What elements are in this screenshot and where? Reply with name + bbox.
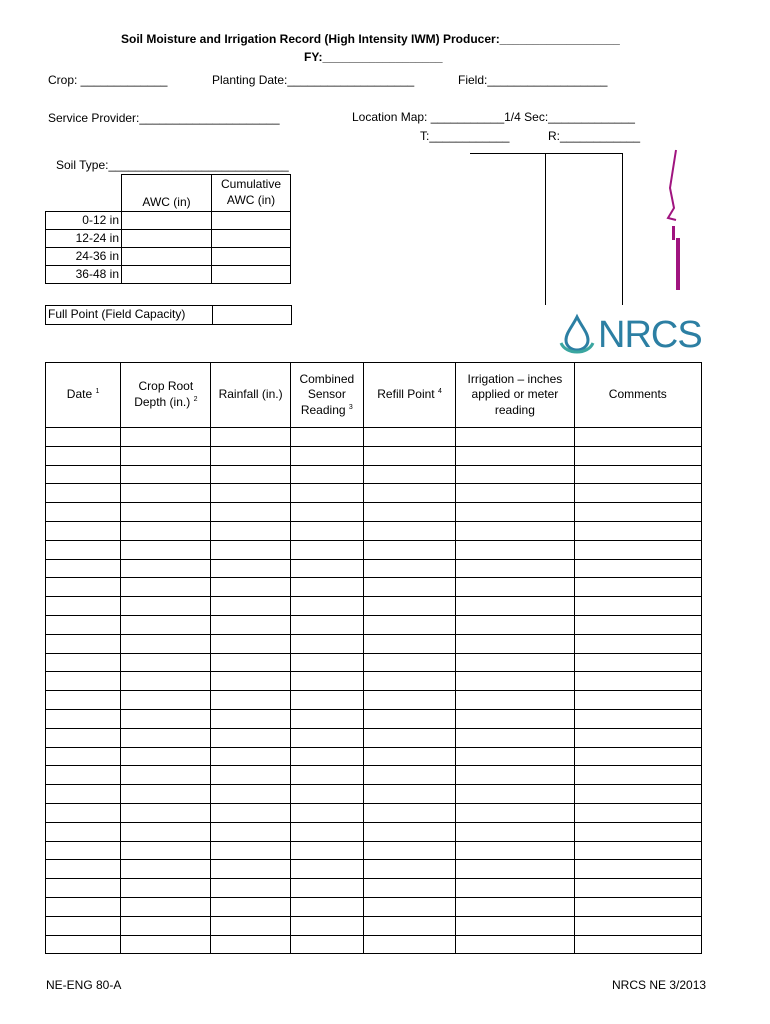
date-cell[interactable] [46, 709, 121, 728]
full-point-label: Full Point (Field Capacity) [46, 306, 213, 325]
refill-header [363, 363, 455, 428]
comments-cell[interactable] [574, 465, 701, 484]
sensor-label-3: Reading [300, 402, 346, 417]
table-row [46, 634, 702, 653]
full-point-cell[interactable] [213, 306, 292, 325]
date-cell[interactable] [46, 521, 121, 540]
crop-root-label: Crop Root [138, 379, 194, 394]
date-cell[interactable] [46, 484, 121, 503]
irrigation-cell[interactable] [456, 559, 574, 578]
sensor-cell[interactable] [290, 559, 363, 578]
crop-root-cell[interactable] [121, 691, 211, 710]
rainfall-cell[interactable] [211, 728, 290, 747]
crop-root-cell[interactable] [121, 540, 211, 559]
revision-date: NRCS NE 3/2013 [612, 978, 707, 992]
rainfall-cell[interactable] [211, 428, 290, 447]
awc-cell[interactable] [122, 212, 212, 230]
service-provider-field[interactable]: Service Provider:_____________________ [48, 111, 280, 125]
rainfall-cell[interactable] [211, 578, 290, 597]
irrigation-cell[interactable] [456, 860, 574, 879]
cumulative-awc-cell[interactable] [212, 212, 291, 230]
table-row [46, 672, 702, 691]
cumulative-awc-cell[interactable] [212, 266, 291, 284]
table-row [46, 446, 702, 465]
crop-root-cell[interactable] [121, 860, 211, 879]
refill-cell[interactable] [363, 615, 455, 634]
refill-cell[interactable] [363, 709, 455, 728]
table-row [46, 897, 702, 916]
crop-root-cell[interactable] [121, 822, 211, 841]
fy-field[interactable]: FY:__________________ [304, 50, 443, 64]
rainfall-cell[interactable] [211, 465, 290, 484]
comments-cell[interactable] [574, 615, 701, 634]
table-row [46, 503, 702, 522]
rainfall-cell[interactable] [211, 766, 290, 785]
irrigation-cell[interactable] [456, 747, 574, 766]
comments-cell[interactable] [574, 916, 701, 935]
irrigation-cell[interactable] [456, 785, 574, 804]
sensor-cell[interactable] [290, 860, 363, 879]
refill-cell[interactable] [363, 503, 455, 522]
crop-root-cell[interactable] [121, 578, 211, 597]
sensor-cell[interactable] [290, 634, 363, 653]
date-cell[interactable] [46, 766, 121, 785]
comments-cell[interactable] [574, 747, 701, 766]
crop-root-cell[interactable] [121, 916, 211, 935]
comments-cell[interactable] [574, 484, 701, 503]
comments-cell[interactable] [574, 597, 701, 616]
comments-cell[interactable] [574, 785, 701, 804]
date-cell[interactable] [46, 428, 121, 447]
comments-cell[interactable] [574, 897, 701, 916]
irrigation-cell[interactable] [456, 935, 574, 954]
sensor-cell[interactable] [290, 822, 363, 841]
sensor-label-2: Sensor [307, 387, 346, 402]
date-cell[interactable] [46, 465, 121, 484]
crop-root-cell[interactable] [121, 766, 211, 785]
date-cell[interactable] [46, 897, 121, 916]
sensor-cell[interactable] [290, 841, 363, 860]
sensor-label-1: Combined [299, 371, 355, 386]
irrigation-cell[interactable] [456, 916, 574, 935]
table-row [46, 559, 702, 578]
refill-cell[interactable] [363, 860, 455, 879]
crop-root-cell[interactable] [121, 428, 211, 447]
comments-cell[interactable] [574, 860, 701, 879]
rainfall-cell[interactable] [211, 897, 290, 916]
refill-cell[interactable] [363, 484, 455, 503]
crop-root-cell[interactable] [121, 672, 211, 691]
date-header-label: Date [66, 387, 93, 402]
nrcs-logo-text: NRCS [598, 314, 702, 356]
cumulative-awc-cell[interactable] [212, 230, 291, 248]
irrigation-label-1: Irrigation – inches [467, 371, 563, 386]
date-cell[interactable] [46, 653, 121, 672]
comments-cell[interactable] [574, 672, 701, 691]
crop-root-cell[interactable] [121, 841, 211, 860]
rainfall-cell[interactable] [211, 503, 290, 522]
sensor-cell[interactable] [290, 578, 363, 597]
table-row [46, 916, 702, 935]
rainfall-cell[interactable] [211, 521, 290, 540]
crop-root-cell[interactable] [121, 446, 211, 465]
crop-root-cell[interactable] [121, 484, 211, 503]
rainfall-cell[interactable] [211, 446, 290, 465]
awc-row [46, 248, 291, 266]
rainfall-cell[interactable] [211, 484, 290, 503]
table-row [46, 578, 702, 597]
magenta-marks [662, 148, 684, 293]
irrigation-cell[interactable] [456, 709, 574, 728]
crop-root-cell[interactable] [121, 785, 211, 804]
date-cell[interactable] [46, 540, 121, 559]
table-row [46, 540, 702, 559]
refill-cell[interactable] [363, 465, 455, 484]
date-cell[interactable] [46, 559, 121, 578]
date-cell[interactable] [46, 916, 121, 935]
sensor-header [290, 363, 363, 428]
sensor-cell[interactable] [290, 747, 363, 766]
rainfall-cell[interactable] [211, 822, 290, 841]
form-number: NE-ENG 80-A [46, 978, 122, 992]
comments-cell[interactable] [574, 822, 701, 841]
irrigation-cell[interactable] [456, 728, 574, 747]
awc-row [46, 212, 291, 230]
refill-cell[interactable] [363, 672, 455, 691]
irrigation-cell[interactable] [456, 803, 574, 822]
crop-root-cell[interactable] [121, 803, 211, 822]
date-cell[interactable] [46, 935, 121, 954]
date-cell[interactable] [46, 803, 121, 822]
irrigation-cell[interactable] [456, 615, 574, 634]
rainfall-cell[interactable] [211, 879, 290, 898]
crop-root-cell[interactable] [121, 521, 211, 540]
table-row [46, 860, 702, 879]
cumulative-label: Cumulative [220, 177, 282, 192]
date-cell[interactable] [46, 822, 121, 841]
crop-root-depth-label: Depth (in.) [134, 395, 191, 409]
refill-cell[interactable] [363, 653, 455, 672]
form-title: Soil Moisture and Irrigation Record (High Intensity IWM) Producer:__________________ [121, 32, 620, 46]
irrigation-label-3: reading [494, 402, 535, 417]
comments-cell[interactable] [574, 503, 701, 522]
irrigation-cell[interactable] [456, 822, 574, 841]
date-cell[interactable] [46, 691, 121, 710]
comments-cell[interactable] [574, 709, 701, 728]
comments-cell[interactable] [574, 935, 701, 954]
comments-cell[interactable] [574, 521, 701, 540]
comments-cell[interactable] [574, 841, 701, 860]
table-row [46, 785, 702, 804]
planting-date-field[interactable]: Planting Date:___________________ [212, 73, 415, 87]
irrigation-cell[interactable] [456, 597, 574, 616]
rainfall-cell[interactable] [211, 597, 290, 616]
rainfall-cell[interactable] [211, 747, 290, 766]
irrigation-cell[interactable] [456, 634, 574, 653]
irrigation-cell[interactable] [456, 766, 574, 785]
nrcs-logo [558, 313, 702, 357]
sensor-cell[interactable] [290, 465, 363, 484]
cumulative-awc-label: AWC (in) [226, 193, 276, 207]
irrigation-cell[interactable] [456, 446, 574, 465]
footnote-4: 4 [437, 388, 442, 396]
irrigation-cell[interactable] [456, 653, 574, 672]
refill-cell[interactable] [363, 428, 455, 447]
sensor-cell[interactable] [290, 766, 363, 785]
location-map-field[interactable]: Location Map: ___________1/4 Sec:_____________ [352, 110, 635, 124]
comments-cell[interactable] [574, 559, 701, 578]
footnote-3: 3 [348, 403, 353, 411]
sensor-cell[interactable] [290, 484, 363, 503]
depth-label: 12-24 in [46, 230, 122, 248]
irrigation-cell[interactable] [456, 428, 574, 447]
table-row [46, 747, 702, 766]
footnote-2: 2 [193, 396, 198, 403]
irrigation-label-2: applied or meter [471, 387, 559, 402]
refill-cell[interactable] [363, 446, 455, 465]
comments-cell[interactable] [574, 691, 701, 710]
table-row [46, 653, 702, 672]
crop-root-cell[interactable] [121, 559, 211, 578]
comments-cell[interactable] [574, 728, 701, 747]
depth-label: 36-48 in [46, 266, 122, 284]
rainfall-cell[interactable] [211, 803, 290, 822]
refill-cell[interactable] [363, 691, 455, 710]
sensor-cell[interactable] [290, 691, 363, 710]
table-row [46, 691, 702, 710]
date-cell[interactable] [46, 503, 121, 522]
comments-cell[interactable] [574, 766, 701, 785]
footnote-1: 1 [95, 388, 100, 396]
comments-cell[interactable] [574, 803, 701, 822]
table-row [46, 822, 702, 841]
crop-root-cell[interactable] [121, 634, 211, 653]
soil-type-field[interactable]: Soil Type:___________________________ [56, 158, 289, 172]
refill-cell[interactable] [363, 540, 455, 559]
sensor-cell[interactable] [290, 897, 363, 916]
rainfall-cell[interactable] [211, 935, 290, 954]
date-cell[interactable] [46, 578, 121, 597]
crop-root-cell[interactable] [121, 597, 211, 616]
table-row [46, 709, 702, 728]
comments-cell[interactable] [574, 634, 701, 653]
crop-root-cell[interactable] [121, 897, 211, 916]
table-row [46, 879, 702, 898]
rainfall-cell[interactable] [211, 691, 290, 710]
irrigation-cell[interactable] [456, 672, 574, 691]
refill-cell[interactable] [363, 521, 455, 540]
date-cell[interactable] [46, 785, 121, 804]
irrigation-log-table [45, 362, 702, 954]
awc-header: AWC (in) [122, 175, 212, 212]
comments-cell[interactable] [574, 653, 701, 672]
date-cell[interactable] [46, 597, 121, 616]
cumulative-awc-cell[interactable] [212, 248, 291, 266]
rainfall-cell[interactable] [211, 672, 290, 691]
crop-root-cell[interactable] [121, 653, 211, 672]
water-drop-icon [558, 313, 596, 357]
awc-cell[interactable] [122, 230, 212, 248]
date-cell[interactable] [46, 860, 121, 879]
sensor-cell[interactable] [290, 615, 363, 634]
rainfall-cell[interactable] [211, 634, 290, 653]
date-header [46, 363, 121, 428]
crop-root-cell[interactable] [121, 503, 211, 522]
irrigation-cell[interactable] [456, 691, 574, 710]
sensor-cell[interactable] [290, 540, 363, 559]
comments-cell[interactable] [574, 428, 701, 447]
irrigation-cell[interactable] [456, 540, 574, 559]
irrigation-cell[interactable] [456, 521, 574, 540]
awc-cell[interactable] [122, 248, 212, 266]
awc-table [45, 174, 291, 284]
full-point-table [45, 305, 292, 325]
irrigation-cell[interactable] [456, 465, 574, 484]
depth-label: 0-12 in [46, 212, 122, 230]
table-row [46, 935, 702, 954]
refill-cell[interactable] [363, 559, 455, 578]
table-row [46, 428, 702, 447]
cumulative-awc-header [212, 175, 291, 212]
irrigation-cell[interactable] [456, 484, 574, 503]
irrigation-header [456, 363, 574, 428]
date-cell[interactable] [46, 841, 121, 860]
comments-cell[interactable] [574, 578, 701, 597]
irrigation-cell[interactable] [456, 578, 574, 597]
sensor-cell[interactable] [290, 428, 363, 447]
depth-label: 24-36 in [46, 248, 122, 266]
irrigation-cell[interactable] [456, 503, 574, 522]
sensor-cell[interactable] [290, 709, 363, 728]
crop-root-cell[interactable] [121, 465, 211, 484]
awc-row [46, 230, 291, 248]
rainfall-cell[interactable] [211, 841, 290, 860]
sensor-cell[interactable] [290, 803, 363, 822]
rainfall-cell[interactable] [211, 615, 290, 634]
table-row [46, 597, 702, 616]
rainfall-cell[interactable] [211, 709, 290, 728]
sensor-cell[interactable] [290, 785, 363, 804]
rainfall-cell[interactable] [211, 916, 290, 935]
rainfall-cell[interactable] [211, 540, 290, 559]
crop-root-cell[interactable] [121, 879, 211, 898]
rainfall-cell[interactable] [211, 785, 290, 804]
crop-root-cell[interactable] [121, 615, 211, 634]
refill-cell[interactable] [363, 879, 455, 898]
refill-label: Refill Point [377, 387, 435, 402]
table-row [46, 615, 702, 634]
refill-cell[interactable] [363, 728, 455, 747]
sensor-cell[interactable] [290, 503, 363, 522]
rainfall-cell[interactable] [211, 860, 290, 879]
table-row [46, 521, 702, 540]
refill-cell[interactable] [363, 766, 455, 785]
sensor-cell[interactable] [290, 728, 363, 747]
refill-cell[interactable] [363, 785, 455, 804]
crop-root-cell[interactable] [121, 709, 211, 728]
refill-cell[interactable] [363, 803, 455, 822]
rainfall-cell[interactable] [211, 653, 290, 672]
sensor-cell[interactable] [290, 597, 363, 616]
sensor-cell[interactable] [290, 879, 363, 898]
refill-cell[interactable] [363, 897, 455, 916]
refill-cell[interactable] [363, 597, 455, 616]
refill-cell[interactable] [363, 578, 455, 597]
refill-cell[interactable] [363, 822, 455, 841]
field-name-field[interactable]: Field:__________________ [458, 73, 608, 87]
refill-cell[interactable] [363, 935, 455, 954]
date-cell[interactable] [46, 615, 121, 634]
crop-root-cell[interactable] [121, 728, 211, 747]
sensor-cell[interactable] [290, 521, 363, 540]
rainfall-cell[interactable] [211, 559, 290, 578]
table-row [46, 728, 702, 747]
sensor-cell[interactable] [290, 653, 363, 672]
awc-cell[interactable] [122, 266, 212, 284]
sensor-cell[interactable] [290, 916, 363, 935]
crop-field[interactable]: Crop: _____________ [48, 73, 168, 87]
date-cell[interactable] [46, 634, 121, 653]
rainfall-header: Rainfall (in.) [211, 363, 290, 428]
sensor-cell[interactable] [290, 446, 363, 465]
refill-cell[interactable] [363, 634, 455, 653]
comments-cell[interactable] [574, 540, 701, 559]
log-body [46, 428, 702, 954]
refill-cell[interactable] [363, 747, 455, 766]
log-header-row [46, 363, 702, 428]
date-cell[interactable] [46, 747, 121, 766]
irrigation-cell[interactable] [456, 879, 574, 898]
date-cell[interactable] [46, 446, 121, 465]
crop-root-header [121, 363, 211, 428]
comments-cell[interactable] [574, 446, 701, 465]
comments-header: Comments [574, 363, 701, 428]
range-field[interactable]: R:____________ [548, 129, 641, 143]
table-row [46, 841, 702, 860]
refill-cell[interactable] [363, 841, 455, 860]
table-row [46, 484, 702, 503]
date-cell[interactable] [46, 672, 121, 691]
sensor-cell[interactable] [290, 935, 363, 954]
date-cell[interactable] [46, 879, 121, 898]
irrigation-cell[interactable] [456, 841, 574, 860]
refill-cell[interactable] [363, 916, 455, 935]
sensor-cell[interactable] [290, 672, 363, 691]
table-row [46, 465, 702, 484]
township-field[interactable]: T:____________ [420, 129, 510, 143]
crop-root-cell[interactable] [121, 935, 211, 954]
comments-cell[interactable] [574, 879, 701, 898]
table-row [46, 766, 702, 785]
table-row [46, 803, 702, 822]
crop-root-cell[interactable] [121, 747, 211, 766]
date-cell[interactable] [46, 728, 121, 747]
awc-row [46, 266, 291, 284]
irrigation-cell[interactable] [456, 897, 574, 916]
